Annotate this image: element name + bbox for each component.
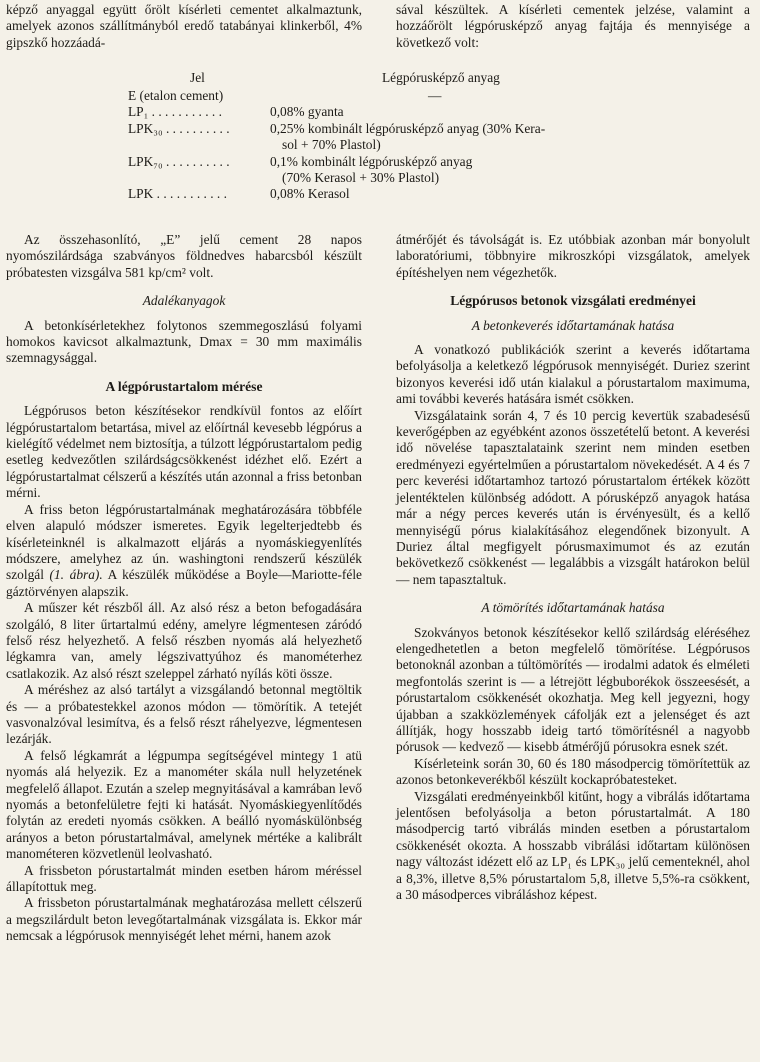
- table-row: [128, 121, 688, 154]
- paragraph: [6, 502, 362, 600]
- row-code: LP₁ . . . . . . . . . . .: [128, 104, 222, 120]
- table-row: [128, 186, 688, 202]
- top-left-paragraph: képző anyaggal együtt őrölt kísérleti cementet alkalmaztunk, amelyek azonos szállítmányból eredő tatabányai klinkerből, 4% gipszkő hozzáadá-: [6, 2, 362, 50]
- col-header-jel: Jel: [190, 70, 205, 85]
- top-left-column: [6, 2, 362, 51]
- paragraph: A frissbeton pórustartalmát minden esetben három méréssel állapítottuk meg.: [6, 862, 362, 895]
- paragraph: átmérőjét és távolságát is. Ez utóbbiak azonban már bonyolult laboratóriumi, többnyire mikroszkópi vizsgálatok, amelyek építéshelyen nem végezhetők.: [396, 232, 750, 280]
- text-span: A friss beton légpórustartalmának meghatározására többféle elven alapuló módszer ismeretes. Egyik legelterjedtebb és kísérleteinknél is alkalmazott eljárás a nyomáskiegyenlítés módszere, amelyhez az ún. washingtoni rendszerű készülék szolgál: [6, 501, 362, 583]
- text-span: A készülék működése a Boyle—Mariotte-féle gáztörvényen alapszik.: [6, 567, 362, 599]
- row-code: LPK₃₀ . . . . . . . . . .: [128, 120, 230, 136]
- paragraph: A frissbeton pórustartalmának meghatározása mellett célszerű a megszilárdult beton levegőtartalmának vizsgálata is. Ekkor már nemcsak a légpórusok mennyiségét lehet mérni, hanem azok: [6, 895, 362, 944]
- paragraph: Vizsgálati eredményeinkből kitűnt, hogy a vibrálás időtartama jelentősen befolyásolja a beton pórustartalmát. A 180 másodpercig tartó vibrálás minden esetben a pórustartalom csökkenését okozta. A hosszabb vibrálási időtartam különösen nagy változást idézett elő az LP₁ és LPK₃₀ jelű cementeknél, ahol a 8,3%, illetve 8,5% pórustartalom 5,8, illetve 5,5%-ra csökkent, a 30 másodperces vibráláshoz képest.: [396, 788, 750, 903]
- section-heading-legporus-meres: A légpórustartalom mérése: [105, 378, 263, 394]
- row-desc: 0,25% kombinált légpórusképző anyag (30% Kera-: [270, 120, 546, 136]
- row-desc-cont: (70% Kerasol + 30% Plastol): [282, 170, 440, 186]
- row-desc: 0,1% kombinált légpórusképző anyag: [270, 153, 473, 169]
- row-code: LPK . . . . . . . . . . .: [128, 186, 227, 202]
- paragraph: A felső légkamrát a légpumpa segítségével mintegy 1 atü nyomás alá helyezik. Ez a manométer skála null helyzetének megfelelő állapot. Ezután a szelep megnyitásával a kamrában levő nyomás a betonfelületre fejti ki hatását. Nyomáskiegyenlítődés folytán az eredeti nyomás csökken. A beálló nyomáskülönbség arányos a beton pórustartalmával, amelynek mértéke a kalibrált manométeren közvetlenül leolvasható.: [6, 747, 362, 862]
- subsection-heading-tomorites: A tömörítés időtartamának hatása: [481, 600, 665, 616]
- cement-table: [128, 70, 688, 203]
- paragraph: Légpórusos beton készítésekor rendkívül fontos az előírt légpórustartalom betartása, mivel az előírtnál kevesebb légpórus a kielégítő védelmet nem biztosítja, a túlzott légpórustartalom pedig esetleg kedvezőtlen szilárdságcsökkenést idézhet elő. Ezért a légpórustartalmat célszerű a készítés után azonnal a friss betonban mérni.: [6, 403, 362, 501]
- col-header-anyag: Légpórusképző anyag: [382, 70, 500, 85]
- section-heading-adalekanyagok: Adalékanyagok: [142, 293, 226, 309]
- row-desc: [270, 88, 688, 104]
- paragraph: Szokványos betonok készítésekor kellő szilárdság eléréséhez elengedhetetlen a beton megfelelő tömörítése. Légpórusos betonoknál azonban a túltömörítés — irodalmi adatok és elméleti megfontolás szerint is — a létrejött légbuborékok összeesését, a pórustartalom csökkenését okozhatja. Meg kell jegyezni, hogy újabban a szakközlemények cáfolják ezt a jelenséget és azt állítják, hogy hosszabb ideig tartó tömörítésnél a nagyobb pórusok — kedvező — kisebb átmérőjű pórusokra esnek szét.: [396, 624, 750, 755]
- top-right-paragraph: sával készültek. A kísérleti cementek jelzése, valamint a hozzáőrölt légpórusképző anyag fajtája és mennyisége a következő volt:: [396, 2, 750, 50]
- figure-reference[interactable]: (1. ábra).: [49, 567, 103, 583]
- table-row: [128, 104, 688, 120]
- row-code: E (etalon cement): [128, 88, 224, 103]
- paragraph: Az összehasonlító, „E” jelű cement 28 napos nyomószilárdsága szabványos földnedves habarcsból készült próbatesten vizsgálva 581 kp/cm² volt.: [6, 232, 362, 280]
- paragraph: A betonkísérletekhez folytonos szemmegoszlású folyami homokos kavicsot alkalmaztunk, Dmax = 30 mm maximális szemnagysággal.: [6, 317, 362, 366]
- right-column: [396, 232, 750, 903]
- paragraph: Vizsgálataink során 4, 7 és 10 percig kevertük szabadesésű keverőgépben az egyébként azonos összetételű betont. A keverési idő növelése tapasztalataink szerint nem minden esetben eredményezi egyértelműen a pórustartalom növekedését. A 4 és 7 perc keverési időtartamhoz tartozó pórustartalom értékek között jelentéktelen különbség adódott. A pórusképző anyagok hatása már a négy perces keverés után is érvényesült, és a kellő mennyiségű pórus kialakításához elegendőnek bizonyult. A Duriez által megfigyelt pórusmaximumot és az ezután bekövetkező csökkenést — legalábbis a vizsgált határokon belül — nem tapasztaltuk.: [396, 407, 750, 587]
- paragraph: Kísérleteink során 30, 60 és 180 másodpercig tömörítettük az azonos betonkeverékből készült kockapróbatesteket.: [396, 755, 750, 788]
- left-column: [6, 232, 362, 945]
- table-row: [128, 154, 688, 187]
- row-desc: 0,08% Kerasol: [270, 186, 350, 202]
- paragraph: A vonatkozó publikációk szerint a keverés időtartama befolyásolja a keletkező légpórusok mennyiségét. Duriez szerint bizonyos keverési idő után kialakul a pórustartalom maximuma, ami további keverés hatására ismét csökken.: [396, 342, 750, 407]
- row-code: LPK₇₀ . . . . . . . . . .: [128, 153, 230, 169]
- paragraph: A méréshez az alsó tartályt a vizsgálandó betonnal megtöltik és — a próbatestekkel azonos módon — tömörítik. A tetejét vasvonalzóval lesimítva, és a felső részt ráhelyezve, légmentesen lezárják.: [6, 682, 362, 747]
- row-desc: 0,08% gyanta: [270, 104, 344, 120]
- dash-mark: —: [428, 88, 442, 103]
- section-heading-eredmenyek: Légpórusos betonok vizsgálati eredményei: [450, 293, 696, 309]
- top-right-column: [396, 2, 750, 51]
- paragraph: A műszer két részből áll. Az alsó rész a beton befogadására szolgáló, 8 liter űrtartalmú edény, amelyre légmentesen záródó felső rész helyezhető. A felső részben nyomás alá helyezhető légkamra van, amely légszivattyúhoz és manométerhez csatlakozik. Az alsó részt szeleppel zárható nyílás köti össze.: [6, 600, 362, 681]
- row-desc-cont: sol + 70% Plastol): [282, 137, 381, 153]
- table-header: [128, 70, 688, 88]
- table-row: [128, 88, 688, 104]
- subsection-heading-keveres: A betonkeverés időtartamának hatása: [471, 317, 675, 333]
